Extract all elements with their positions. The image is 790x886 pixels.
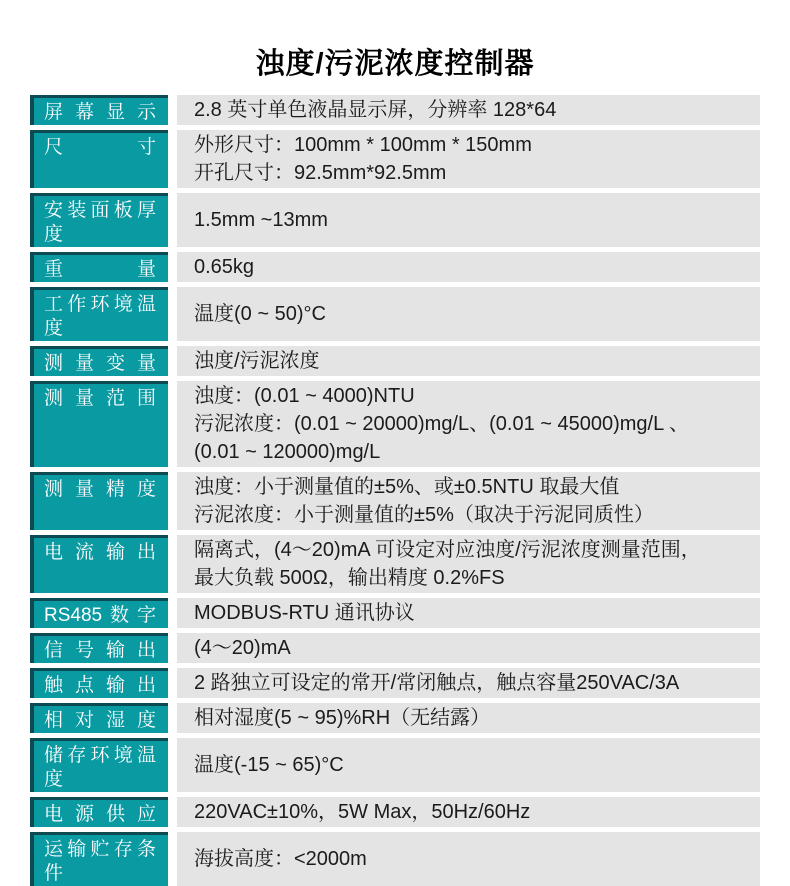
spec-value-cell (177, 381, 760, 467)
spec-table (30, 95, 760, 886)
spec-value-cell (177, 287, 760, 341)
table-row (30, 130, 760, 188)
spec-value-cell (177, 472, 760, 530)
spec-label-text: 电源供应 (44, 804, 156, 825)
spec-value-cell (177, 598, 760, 628)
table-row (30, 287, 760, 341)
table-row (30, 535, 760, 593)
spec-value-line: 外形尺寸：100mm * 100mm * 150mm (194, 134, 532, 156)
spec-value-line: (4～20)mA (194, 637, 291, 659)
spec-value-line: (0.01 ~ 120000)mg/L (194, 441, 381, 463)
spec-value-line: 海拔高度：<2000m (194, 848, 367, 870)
spec-value-cell (177, 95, 760, 125)
spec-label-text: 信号输出 (44, 640, 156, 661)
spec-label-text: 相对湿度 (44, 710, 156, 731)
spec-value-cell (177, 535, 760, 593)
spec-label-cell (30, 287, 168, 341)
table-row (30, 703, 760, 733)
spec-label-cell (30, 668, 168, 698)
spec-value-line: 浊度/污泥浓度 (194, 350, 320, 372)
spec-value-line: 污泥浓度：(0.01 ~ 20000)mg/L、(0.01 ~ 45000)mg/L 、 (194, 413, 690, 435)
spec-value-line: 最大负载 500Ω，输出精度 0.2%FS (194, 567, 505, 589)
spec-label-cell (30, 738, 168, 792)
table-row (30, 598, 760, 628)
spec-value-line: 相对湿度(5 ~ 95)%RH（无结露） (194, 707, 491, 729)
spec-label-cell (30, 381, 168, 467)
spec-value-cell (177, 252, 760, 282)
spec-value-cell (177, 703, 760, 733)
spec-label-cell (30, 832, 168, 886)
spec-value-line: 开孔尺寸：92.5mm*92.5mm (194, 162, 447, 184)
spec-value-line: 0.65kg (194, 256, 255, 278)
table-row (30, 797, 760, 827)
table-row (30, 193, 760, 247)
spec-value-line: 浊度：(0.01 ~ 4000)NTU (194, 385, 415, 407)
page-title: 浊度/污泥浓度控制器 (255, 48, 535, 80)
spec-label-cell (30, 535, 168, 593)
spec-label-cell (30, 797, 168, 827)
table-row (30, 738, 760, 792)
spec-value-line: 浊度：小于测量值的±5%、或±0.5NTU 取最大值 (194, 476, 620, 498)
spec-label-cell (30, 130, 168, 188)
spec-label-cell (30, 346, 168, 376)
spec-value-cell (177, 193, 760, 247)
spec-label-text: 屏幕显示 (44, 102, 156, 123)
table-row (30, 381, 760, 467)
spec-value-cell (177, 130, 760, 188)
spec-value-line: 2 路独立可设定的常开/常闭触点，触点容量250VAC/3A (194, 672, 680, 694)
spec-label-text: 触点输出 (44, 675, 156, 696)
spec-label-text: 重量 (44, 259, 156, 280)
spec-label-text: 电流输出 (44, 542, 156, 563)
table-row (30, 95, 760, 125)
table-row (30, 252, 760, 282)
spec-value-line: 温度(-15 ~ 65)°C (194, 754, 344, 776)
spec-label-text: 工作环境温度 (44, 294, 156, 339)
spec-label-text: 安装面板厚度 (44, 200, 156, 245)
spec-value-cell (177, 633, 760, 663)
spec-value-line: 1.5mm ~13mm (194, 209, 328, 231)
spec-label-cell (30, 193, 168, 247)
spec-value-cell (177, 668, 760, 698)
table-row (30, 668, 760, 698)
spec-label-cell (30, 472, 168, 530)
spec-value-line: 220VAC±10%，5W Max，50Hz/60Hz (194, 801, 531, 823)
spec-label-cell (30, 252, 168, 282)
spec-label-cell (30, 95, 168, 125)
spec-label-text: RS485数字 (44, 605, 156, 626)
spec-label-text: 测量变量 (44, 353, 156, 374)
spec-value-line: 2.8 英寸单色液晶显示屏，分辨率 128*64 (194, 99, 557, 121)
spec-value-cell (177, 738, 760, 792)
spec-value-line: 污泥浓度：小于测量值的±5%（取决于污泥同质性） (194, 504, 654, 526)
spec-value-line: 温度(0 ~ 50)°C (194, 303, 326, 325)
spec-label-text: 测量范围 (44, 388, 156, 409)
spec-label-cell (30, 703, 168, 733)
spec-label-text: 测量精度 (44, 479, 156, 500)
spec-value-cell (177, 797, 760, 827)
table-row (30, 633, 760, 663)
spec-label-text: 尺寸 (44, 137, 156, 158)
table-row (30, 832, 760, 886)
spec-value-line: 隔离式，(4～20)mA 可设定对应浊度/污泥浓度测量范围， (194, 539, 701, 561)
spec-label-text: 储存环境温度 (44, 745, 156, 790)
spec-label-cell (30, 598, 168, 628)
spec-label-text: 运输贮存条件 (44, 839, 156, 884)
spec-value-cell (177, 346, 760, 376)
table-row (30, 472, 760, 530)
spec-label-cell (30, 633, 168, 663)
spec-value-line: MODBUS-RTU 通讯协议 (194, 602, 415, 624)
spec-value-cell (177, 832, 760, 886)
table-row (30, 346, 760, 376)
